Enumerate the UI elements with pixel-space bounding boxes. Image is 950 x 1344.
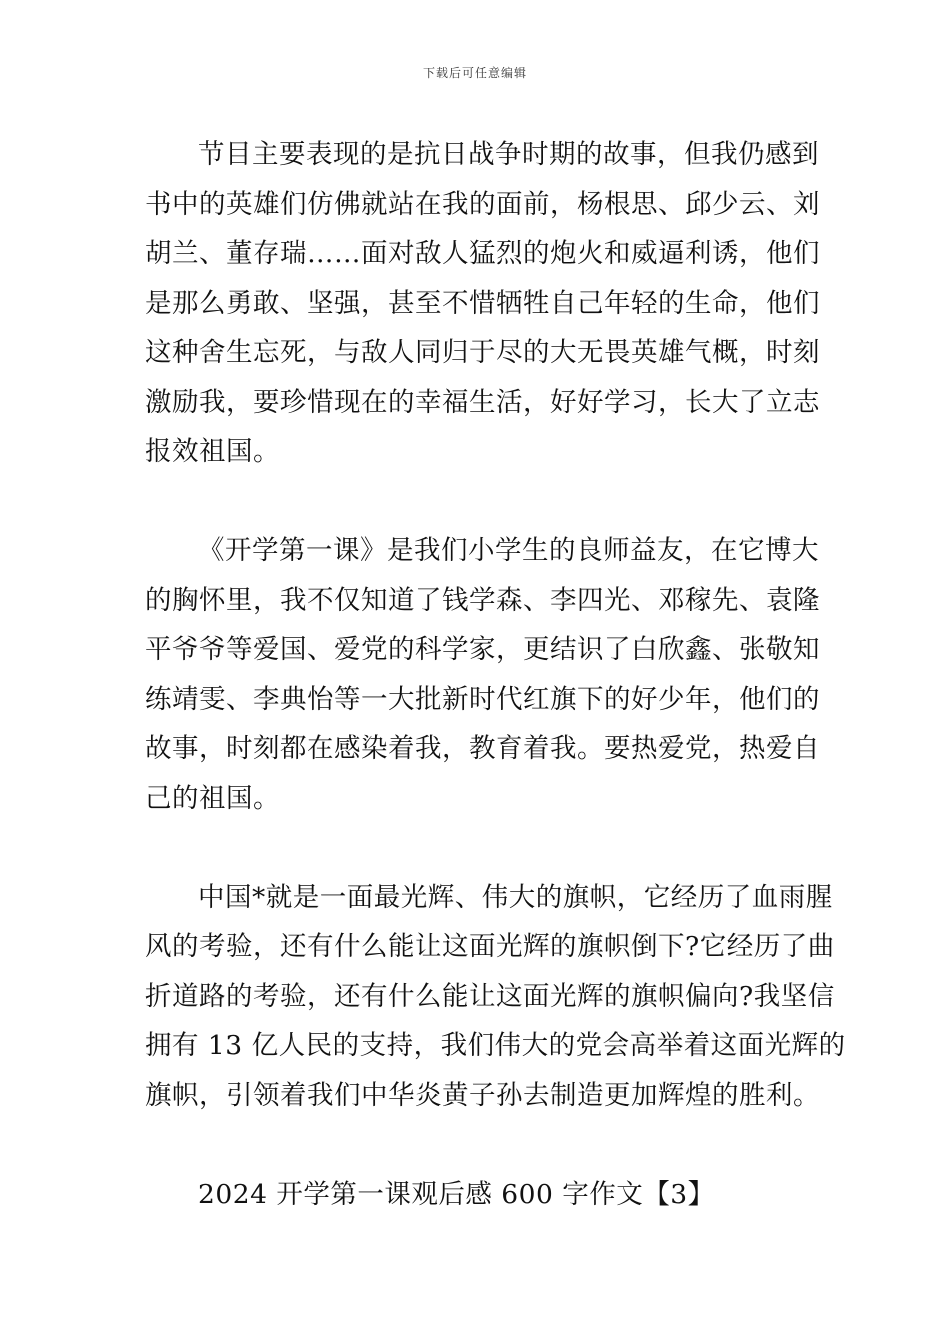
- text-line: 平爷爷等爱国、爱党的科学家，更结识了白欣鑫、张敬知: [145, 634, 820, 665]
- text-line: 书中的英雄们仿佛就站在我的面前，杨根思、邱少云、刘: [145, 188, 820, 220]
- text-line: 报效祖国。: [145, 436, 280, 467]
- paragraph-gap: [145, 1120, 805, 1170]
- paragraph-3: [145, 873, 846, 1121]
- text-line: 中国*就是一面最光辉、伟大的旗帜，它经历了血雨腥: [198, 881, 833, 913]
- section-heading-text: 2024 开学第一课观后感 600 字作文【3】: [198, 1178, 715, 1210]
- text-line: 旗帜，引领着我们中华炎黄子孙去制造更加辉煌的胜利。: [145, 1079, 820, 1111]
- text-line: 折道路的考验，还有什么能让这面光辉的旗帜偏向?我坚信: [145, 980, 835, 1012]
- text-line: 拥有 13 亿人民的支持，我们伟大的党会高举着这面光辉的: [145, 1030, 846, 1061]
- document-body: [145, 130, 846, 1219]
- paragraph-gap: [145, 477, 805, 527]
- paragraph-2: [145, 526, 820, 823]
- text-line: 胡兰、董存瑞……面对敌人猛烈的炮火和威逼利诱，他们: [145, 238, 820, 269]
- text-line: 己的祖国。: [145, 782, 280, 814]
- text-line: 练靖雯、李典怡等一大批新时代红旗下的好少年，他们的: [145, 683, 820, 715]
- text-line: 的胸怀里，我不仅知道了钱学森、李四光、邓稼先、袁隆: [145, 584, 820, 616]
- text-line: 这种舍生忘死，与敌人同归于尽的大无畏英雄气概，时刻: [145, 337, 820, 368]
- text-line: 风的考验，还有什么能让这面光辉的旗帜倒下?它经历了曲: [145, 931, 835, 962]
- text-line: 《开学第一课》是我们小学生的良师益友，在它博大: [198, 535, 819, 566]
- section-heading: [145, 1170, 805, 1220]
- text-line: 激励我，要珍惜现在的幸福生活，好好学习，长大了立志: [145, 386, 820, 418]
- paragraph-gap: [145, 823, 805, 873]
- paragraph-1: [145, 130, 820, 477]
- page-header-note: 下载后可任意编辑: [422, 66, 527, 80]
- text-line: 节目主要表现的是抗日战争时期的故事，但我仍感到: [198, 139, 819, 170]
- text-line: 故事，时刻都在感染着我，教育着我。要热爱党，热爱自: [145, 733, 820, 764]
- text-line: 是那么勇敢、坚强，甚至不惜牺牲自己年轻的生命，他们: [145, 287, 820, 319]
